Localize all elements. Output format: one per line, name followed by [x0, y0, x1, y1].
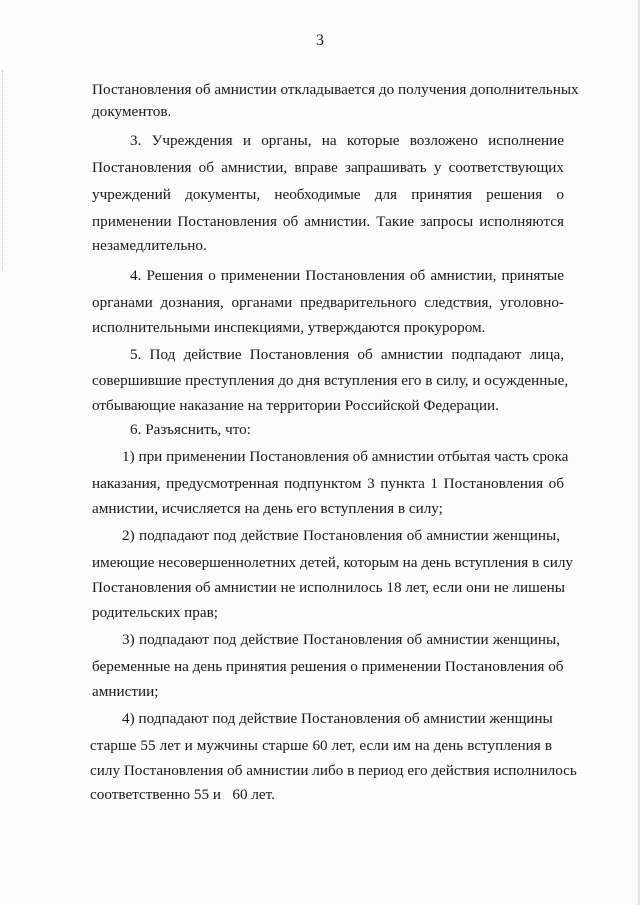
paragraph-line: 3) подпадают под действие Постановления об амнистии женщины,	[122, 631, 560, 648]
paragraph-line: 2) подпадают под действие Постановления об амнистии женщины,	[122, 527, 560, 544]
paragraph-line: документов.	[92, 103, 172, 120]
paragraph-line: родительских прав;	[92, 604, 218, 621]
paragraph-line: незамедлительно.	[92, 237, 207, 254]
paragraph-line: старше 55 лет и мужчины старше 60 лет, если им на день вступления в	[90, 737, 552, 754]
paragraph-line: амнистии;	[92, 683, 159, 700]
paragraph-line: имеющие несовершеннолетних детей, которым на день вступления в силу	[92, 554, 574, 571]
paragraph-line: 3. Учреждения и органы, на которые возложено исполнение	[130, 132, 564, 149]
paragraph-line: 4. Решения о применении Постановления об амнистии, принятые	[130, 267, 564, 284]
paragraph-line: силу Постановления об амнистии либо в период его действия исполнилось	[90, 762, 577, 779]
paragraph-line: совершившие преступления до дня вступления его в силу, и осужденные,	[92, 372, 569, 389]
paragraph-line: учреждений документы, необходимые для принятия решения о	[92, 186, 564, 203]
scan-margin-artifact	[2, 70, 7, 270]
paragraph-line: беременные на день принятия решения о применении Постановления об	[92, 658, 564, 675]
paragraph-line: 5. Под действие Постановления об амнистии подпадают лица,	[130, 346, 564, 363]
paragraph-line: амнистии, исчисляется на день его вступления в силу;	[92, 500, 443, 517]
paragraph-line: исполнительными инспекциями, утверждаются прокурором.	[92, 319, 486, 336]
paragraph-line: Постановления об амнистии откладывается до получения дополнительных	[92, 81, 579, 98]
paragraph-line: органами дознания, органами предварительного следствия, уголовно-	[92, 294, 564, 311]
paragraph-line: Постановления об амнистии, вправе запрашивать у соответствующих	[92, 159, 564, 176]
paragraph-line: соответственно 55 и 60 лет.	[90, 786, 275, 803]
paragraph-line: 6. Разъяснить, что:	[130, 421, 251, 438]
paragraph-line: Постановления об амнистии не исполнилось 18 лет, если они не лишены	[92, 579, 565, 596]
page-number: 3	[316, 32, 324, 49]
paragraph-line: отбывающие наказание на территории Российской Федерации.	[92, 397, 499, 414]
paragraph-line: применении Постановления об амнистии. Такие запросы исполняются	[92, 213, 564, 230]
paragraph-line: 1) при применении Постановления об амнистии отбытая часть срока	[122, 448, 569, 465]
paragraph-line: наказания, предусмотренная подпунктом 3 пункта 1 Постановления об	[92, 475, 564, 492]
paragraph-line: 4) подпадают под действие Постановления об амнистии женщины	[122, 710, 553, 727]
